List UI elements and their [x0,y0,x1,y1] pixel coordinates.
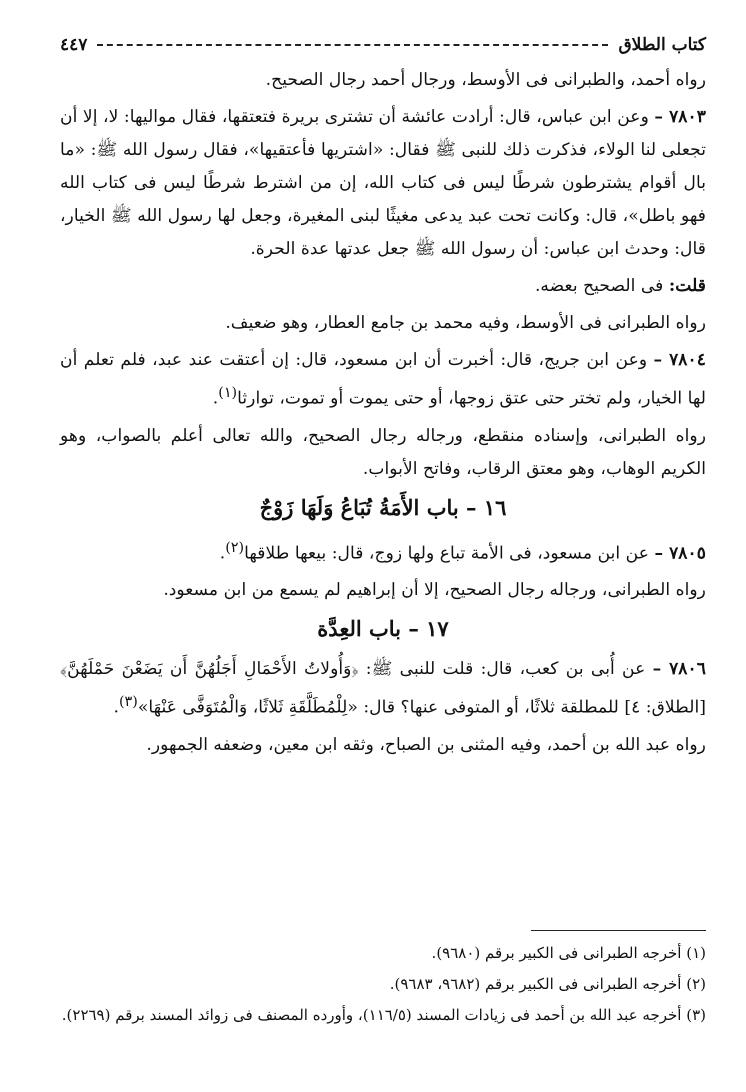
hadith-7806: ٧٨٠٦ – عن أُبى بن كعب، قال: قلت للنبى ﷺ: ﴿وَأُولاتُ الأَحْمَالِ أَجَلُهُنَّ أَن يَضَعْنَ حَمْلَهُنَّ﴾ [الطلاق: ٤] للمطلقة ثلاثًا، أو المتوفى عنها؟ قال: «لِلْمُطَلَّقَةِ ثَلاثًا، وَالْمُتَوَفَّى عَنْهَا»$^{(٣)}$. [60,659,706,719]
qultu-note [60,270,706,303]
chapter-heading-17: ١٧ – باب العِدَّة [317,616,449,642]
hadith-number: ٧٨٠٦ – [652,659,706,680]
book-title: كتاب الطلاق [618,35,706,55]
page-number: ٤٤٧ [60,35,88,55]
hadith-7803 [60,101,706,266]
header-rule [97,44,608,46]
footnote-ref[interactable]: (١) [218,385,238,401]
chapter-heading-16: ١٦ – باب الأَمَةُ تُبَاعُ وَلَهَا زَوْجٌ [259,494,507,520]
hadith-number: ٧٨٠٤ – [653,350,707,370]
hadith-text: وعن ابن عباس، قال: أرادت عائشة أن تشترى بريرة فتعتقها، فقال مواليها: لا، إلا أن تجعلى لنا الولاء، فذكرت ذلك للنبى ﷺ فقال: «اشتريها فأعتقيها»، فقال رسول الله ﷺ: «ما بال أقوام يشترطون شرطًا ليس فى كتاب الله، إن من اشترط شرطًا ليس فى كتاب الله فهو باطل»، قال: وكانت تحت عبد يدعى مغيثًا لبنى المغيرة، وجعل لها رسول الله ﷺ الخيار، قال: وحدث ابن عباس: أن رسول الله ﷺ جعل عدتها عدة الحرة. [60,107,706,259]
footnote-ref[interactable]: (٣) [118,694,138,711]
hadith-7805: ٧٨٠٥ – عن ابن مسعود، فى الأمة تباع ولها زوج، قال: بيعها طلاقها$^{(٢)}$. [219,539,706,564]
attribution-line: رواه الطبرانى، ورجاله رجال الصحيح، إلا أن إبراهيم لم يسمع من ابن مسعود. [163,580,706,601]
attribution-line: رواه أحمد، والطبرانى فى الأوسط، ورجال أحمد رجال الصحيح. [265,70,706,90]
hadith-number: ٧٨٠٥ – [654,543,706,564]
footnote-separator [531,930,706,931]
footnote-1: (١) أخرجه الطبرانى فى الكبير برقم (٩٦٨٠). [431,944,706,962]
footnote-ref[interactable]: (٢) [225,539,245,556]
attribution-line: رواه عبد الله بن أحمد، وفيه المثنى بن الصباح، وثقه ابن معين، وضعفه الجمهور. [146,735,706,756]
hadith-text: وعن ابن جريج، قال: أخبرت أن ابن مسعود، قال: إن أعتقت عند عبد، فلم تعلم أن لها الخيار، ولم تختر حتى عتق زوجها، أو حتى يموت أو تموت، توارثا [60,350,706,409]
hadith-number: ٧٨٠٣ – [654,107,707,127]
page-body [60,30,706,762]
hadith-7804: ٧٨٠٤ – وعن ابن جريج، قال: أخبرت أن ابن مسعود، قال: إن أعتقت عند عبد، فلم تعلم أن لها الخيار، ولم تختر حتى عتق زوجها، أو حتى يموت أو تموت، توارثا$^{(١)}$. [60,350,707,409]
qultu-text: فى الصحيح بعضه. [534,276,664,296]
footnotes [60,938,706,1031]
attribution-line: رواه الطبرانى فى الأوسط، وفيه محمد بن جامع العطار، وهو ضعيف. [225,313,706,333]
qultu-label: قلت: [668,276,706,296]
hadith-text: عن ابن مسعود، فى الأمة تباع ولها زوج، قال: بيعها طلاقها [244,543,650,564]
footnote-3: (٣) أخرجه عبد الله بن أحمد فى زيادات المسند (١١٦/٥)، وأورده المصنف فى زوائد المسند برقم (٢٢٦٩). [61,1006,706,1024]
attribution-line: رواه الطبرانى، وإسناده منقطع، ورجاله رجال الصحيح، والله تعالى أعلم بالصواب، وهو الكريم الوهاب، وهو معتق الرقاب، وفاتح الأبواب. [60,425,706,479]
footnote-2: (٢) أخرجه الطبرانى فى الكبير برقم (٩٦٨٢، ٩٦٨٣). [389,975,706,993]
running-header [60,30,706,60]
hadith-text: عن أُبى بن كعب، قال: قلت للنبى ﷺ: ﴿وَأُولاتُ الأَحْمَالِ أَجَلُهُنَّ أَن يَضَعْنَ حَمْلَهُنَّ﴾ [الطلاق: ٤] للمطلقة ثلاثًا، أو المتوفى عنها؟ قال: «لِلْمُطَلَّقَةِ ثَلاثًا، وَالْمُتَوَفَّى عَنْهَا» [60,659,706,719]
